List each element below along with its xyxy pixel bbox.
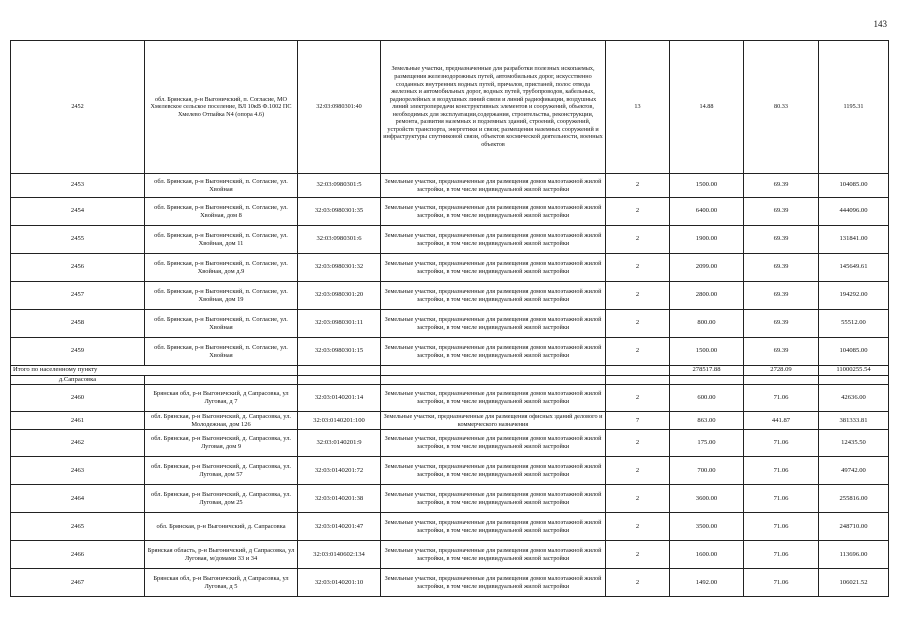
row-number: 2456 bbox=[11, 254, 145, 282]
purpose-cell: Земельные участки, предназначенные для размещения домов малоэтажной жилой застройки, в том числе индивидуальной жилой застройки bbox=[381, 174, 606, 198]
purpose-cell: Земельные участки, предназначенные для размещения домов малоэтажной жилой застройки, в том числе индивидуальной жилой застройки bbox=[381, 485, 606, 513]
cadastral-number-cell: 32:03:0140201:38 bbox=[298, 485, 381, 513]
price-cell: 69.39 bbox=[744, 282, 819, 310]
address-cell: обл. Брянская, р-н Выгоничский, д. Сапрасовка, ул. Молодежная, дом 126 bbox=[145, 412, 298, 430]
code-cell: 2 bbox=[606, 254, 670, 282]
cadastral-number-cell: 32:03:0140602:134 bbox=[298, 541, 381, 569]
value-cell: 106021.52 bbox=[819, 569, 889, 597]
code-cell: 2 bbox=[606, 310, 670, 338]
cadastral-number-cell: 32:03:0980301:11 bbox=[298, 310, 381, 338]
value-cell: 49742.00 bbox=[819, 457, 889, 485]
code-cell: 2 bbox=[606, 457, 670, 485]
cadastral-number-cell: 32:03:0980301:6 bbox=[298, 226, 381, 254]
price-cell: 71.06 bbox=[744, 430, 819, 457]
cadastral-number-cell: 32:03:0980301:40 bbox=[298, 41, 381, 174]
empty-cell bbox=[819, 376, 889, 385]
row-number: 2464 bbox=[11, 485, 145, 513]
purpose-cell: Земельные участки, предназначенные для размещения домов малоэтажной жилой застройки, в том числе индивидуальной жилой застройки bbox=[381, 310, 606, 338]
area-cell: 1500.00 bbox=[670, 174, 744, 198]
price-cell: 69.39 bbox=[744, 226, 819, 254]
table-row bbox=[11, 338, 889, 366]
address-cell: обл. Брянская, р-н Выгоничский, д. Сапрасовка, ул. Луговая, дом 25 bbox=[145, 485, 298, 513]
address-cell: обл. Брянская, р-н Выгоничский, п. Согласие, ул. Хвойная, дом 11 bbox=[145, 226, 298, 254]
row-number: 2459 bbox=[11, 338, 145, 366]
area-cell: 800.00 bbox=[670, 310, 744, 338]
row-number: 2462 bbox=[11, 430, 145, 457]
table-row bbox=[11, 485, 889, 513]
price-cell: 69.39 bbox=[744, 254, 819, 282]
purpose-cell: Земельные участки, предназначенные для размещения домов малоэтажной жилой застройки, в том числе индивидуальной жилой застройки bbox=[381, 338, 606, 366]
table-row bbox=[11, 41, 889, 174]
area-cell: 1492.00 bbox=[670, 569, 744, 597]
area-cell: 2099.00 bbox=[670, 254, 744, 282]
empty-cell bbox=[670, 376, 744, 385]
purpose-cell: Земельные участки, предназначенные для размещения домов малоэтажной жилой застройки, в том числе индивидуальной жилой застройки bbox=[381, 254, 606, 282]
address-cell: обл. Брянская, р-н Выгоничский, п. Согласие, ул. Хвойная, дом 8 bbox=[145, 198, 298, 226]
area-cell: 14.88 bbox=[670, 41, 744, 174]
area-cell: 600.00 bbox=[670, 385, 744, 412]
price-cell: 80.33 bbox=[744, 41, 819, 174]
cadastral-number-cell: 32:03:0140201:9 bbox=[298, 430, 381, 457]
table-row bbox=[11, 174, 889, 198]
address-cell: Брянская область, р-н Выгоничский, д Сапрасовка, ул Луговая, м/домами 33 и 34 bbox=[145, 541, 298, 569]
cadastral-number-cell: 32:03:0140201:10 bbox=[298, 569, 381, 597]
address-cell: обл. Брянская, р-н Выгоничский, п. Согласие, ул. Хвойная bbox=[145, 338, 298, 366]
total-price: 2728.09 bbox=[744, 366, 819, 376]
code-cell: 2 bbox=[606, 385, 670, 412]
purpose-cell: Земельные участки, предназначенные для разработки полезных ископаемых, размещения железнодорожных путей, автомобильных дорог, искусственно созданных внутренних водных путей, причалов, пристаней, полос отвода железных и автомобильных дорог, водных путей, трубопроводов, кабельных, радиорелейных и воздушных линий связи и линий радиофикации, воздушных линий электропередачи конструктивных элементов и сооружений, объектов, необходимых для эксплуатации,содержания, строительства, реконструкции, ремонта, развития наземных и подземных зданий, строений, сооружений, устройств транспорта, энергетики и связи; размещения наземных сооружений и инфраструктуры спутниковой связи, объектов космической деятельности, военных объектов bbox=[381, 41, 606, 174]
address-cell: Брянская обл, р-н Выгоничский, д Сапрасовка, ул Луговая, д 5 bbox=[145, 569, 298, 597]
purpose-cell: Земельные участки, предназначенные для размещения домов малоэтажной жилой застройки, в том числе индивидуальной жилой застройки bbox=[381, 385, 606, 412]
price-cell: 71.06 bbox=[744, 513, 819, 541]
value-cell: 381333.81 bbox=[819, 412, 889, 430]
table-row bbox=[11, 569, 889, 597]
table-row bbox=[11, 412, 889, 430]
row-number: 2465 bbox=[11, 513, 145, 541]
value-cell: 55512.00 bbox=[819, 310, 889, 338]
price-cell: 69.39 bbox=[744, 310, 819, 338]
row-number: 2461 bbox=[11, 412, 145, 430]
row-number: 2466 bbox=[11, 541, 145, 569]
value-cell: 194292.00 bbox=[819, 282, 889, 310]
cadastral-number-cell: 32:03:0980301:15 bbox=[298, 338, 381, 366]
row-number: 2452 bbox=[11, 41, 145, 174]
address-cell: обл. Брянская, р-н Выгоничский, п. Согласие, ул. Хвойная, дом 19 bbox=[145, 282, 298, 310]
row-number: 2467 bbox=[11, 569, 145, 597]
price-cell: 71.06 bbox=[744, 569, 819, 597]
settlement-name: д.Сапрасовка bbox=[11, 376, 145, 385]
cadastral-number-cell: 32:03:0980301:20 bbox=[298, 282, 381, 310]
value-cell: 131841.00 bbox=[819, 226, 889, 254]
address-cell: обл. Брянская, р-н Выгоничский, п. Согласие, МО Хмелевское сельское поселение, ВЛ 10кВ Ф.1002 ПС Хмелево Отпайка N4 (опора 4.6) bbox=[145, 41, 298, 174]
table-row bbox=[11, 254, 889, 282]
row-number: 2453 bbox=[11, 174, 145, 198]
row-number: 2460 bbox=[11, 385, 145, 412]
area-cell: 3600.00 bbox=[670, 485, 744, 513]
rows-group-a bbox=[11, 174, 889, 366]
area-cell: 6400.00 bbox=[670, 198, 744, 226]
value-cell: 1195.31 bbox=[819, 41, 889, 174]
price-cell: 71.06 bbox=[744, 385, 819, 412]
code-cell: 2 bbox=[606, 226, 670, 254]
code-cell: 2 bbox=[606, 338, 670, 366]
code-cell: 2 bbox=[606, 430, 670, 457]
area-cell: 1600.00 bbox=[670, 541, 744, 569]
address-cell: Брянская обл, р-н Выгоничский, д Сапрасовка, ул Луговая, д 7 bbox=[145, 385, 298, 412]
value-cell: 145649.61 bbox=[819, 254, 889, 282]
page-number: 143 bbox=[873, 19, 887, 29]
empty-cell bbox=[298, 376, 381, 385]
address-cell: обл. Брянская, р-н Выгоничский, п. Согласие, ул. Хвойная bbox=[145, 174, 298, 198]
table-row bbox=[11, 513, 889, 541]
table-row bbox=[11, 310, 889, 338]
value-cell: 248710.00 bbox=[819, 513, 889, 541]
cadastral-number-cell: 32:03:0980301:32 bbox=[298, 254, 381, 282]
table-row bbox=[11, 226, 889, 254]
code-cell: 2 bbox=[606, 198, 670, 226]
code-cell: 2 bbox=[606, 541, 670, 569]
code-cell: 2 bbox=[606, 174, 670, 198]
value-cell: 42636.00 bbox=[819, 385, 889, 412]
code-cell: 2 bbox=[606, 282, 670, 310]
rows-group-b bbox=[11, 385, 889, 597]
table-row bbox=[11, 541, 889, 569]
area-cell: 175.00 bbox=[670, 430, 744, 457]
settlement-row bbox=[11, 376, 889, 385]
address-cell: обл. Брянская, р-н Выгоничский, д. Сапрасовка bbox=[145, 513, 298, 541]
value-cell: 12435.50 bbox=[819, 430, 889, 457]
price-cell: 69.39 bbox=[744, 174, 819, 198]
code-cell: 2 bbox=[606, 569, 670, 597]
address-cell: обл. Брянская, р-н Выгоничский, д. Сапрасовка, ул. Луговая, дом 9 bbox=[145, 430, 298, 457]
area-cell: 863.00 bbox=[670, 412, 744, 430]
row-number: 2454 bbox=[11, 198, 145, 226]
row-number: 2455 bbox=[11, 226, 145, 254]
cadastral-number-cell: 32:03:0980301:5 bbox=[298, 174, 381, 198]
empty-cell bbox=[381, 376, 606, 385]
price-cell: 69.39 bbox=[744, 198, 819, 226]
total-area: 278517.88 bbox=[670, 366, 744, 376]
address-cell: обл. Брянская, р-н Выгоничский, п. Согласие, ул. Хвойная, дом д.9 bbox=[145, 254, 298, 282]
purpose-cell: Земельные участки, предназначенные для размещения домов малоэтажной жилой застройки, в том числе индивидуальной жилой застройки bbox=[381, 282, 606, 310]
empty-cell bbox=[381, 366, 606, 376]
cadastral-number-cell: 32:03:0980301:35 bbox=[298, 198, 381, 226]
area-cell: 2800.00 bbox=[670, 282, 744, 310]
cadastral-number-cell: 32:03:0140201:47 bbox=[298, 513, 381, 541]
empty-cell bbox=[744, 376, 819, 385]
value-cell: 444096.00 bbox=[819, 198, 889, 226]
price-cell: 71.06 bbox=[744, 541, 819, 569]
area-cell: 700.00 bbox=[670, 457, 744, 485]
total-label: Итого по населенному пункту bbox=[11, 366, 298, 376]
land-plots-table bbox=[10, 40, 889, 597]
price-cell: 71.06 bbox=[744, 485, 819, 513]
code-cell: 2 bbox=[606, 513, 670, 541]
address-cell: обл. Брянская, р-н Выгоничский, п. Согласие, ул. Хвойная bbox=[145, 310, 298, 338]
value-cell: 255816.00 bbox=[819, 485, 889, 513]
purpose-cell: Земельные участки, предназначенные для размещения домов малоэтажной жилой застройки, в том числе индивидуальной жилой застройки bbox=[381, 198, 606, 226]
code-cell: 7 bbox=[606, 412, 670, 430]
area-cell: 1900.00 bbox=[670, 226, 744, 254]
total-value: 11000255.54 bbox=[819, 366, 889, 376]
empty-cell bbox=[606, 366, 670, 376]
table-row bbox=[11, 430, 889, 457]
code-cell: 13 bbox=[606, 41, 670, 174]
table-row bbox=[11, 282, 889, 310]
table-row bbox=[11, 385, 889, 412]
purpose-cell: Земельные участки, предназначенные для размещения домов малоэтажной жилой застройки, в том числе индивидуальной жилой застройки bbox=[381, 457, 606, 485]
purpose-cell: Земельные участки, предназначенные для размещения домов малоэтажной жилой застройки, в том числе индивидуальной жилой застройки bbox=[381, 541, 606, 569]
table-row bbox=[11, 457, 889, 485]
table-row bbox=[11, 198, 889, 226]
purpose-cell: Земельные участки, предназначенные для размещения домов малоэтажной жилой застройки, в том числе индивидуальной жилой застройки bbox=[381, 226, 606, 254]
cadastral-number-cell: 32:03:0140201:72 bbox=[298, 457, 381, 485]
table-body bbox=[11, 41, 889, 174]
total-row bbox=[11, 366, 889, 376]
empty-cell bbox=[298, 366, 381, 376]
cadastral-number-cell: 32:03:0140201:100 bbox=[298, 412, 381, 430]
empty-cell bbox=[606, 376, 670, 385]
address-cell: обл. Брянская, р-н Выгоничский, д. Сапрасовка, ул. Луговая, дом 57 bbox=[145, 457, 298, 485]
area-cell: 3500.00 bbox=[670, 513, 744, 541]
value-cell: 104085.00 bbox=[819, 338, 889, 366]
purpose-cell: Земельные участки, предназначенные для размещения домов малоэтажной жилой застройки, в том числе индивидуальной жилой застройки bbox=[381, 569, 606, 597]
cadastral-number-cell: 32:03:0140201:14 bbox=[298, 385, 381, 412]
row-number: 2457 bbox=[11, 282, 145, 310]
empty-cell bbox=[145, 376, 298, 385]
purpose-cell: Земельные участки, предназначенные для размещения домов малоэтажной жилой застройки, в том числе индивидуальной жилой застройки bbox=[381, 513, 606, 541]
area-cell: 1500.00 bbox=[670, 338, 744, 366]
purpose-cell: Земельные участки, предназначенные для размещения офисных зданий делового и коммерческого назначения bbox=[381, 412, 606, 430]
price-cell: 69.39 bbox=[744, 338, 819, 366]
total-section bbox=[11, 366, 889, 385]
value-cell: 113696.00 bbox=[819, 541, 889, 569]
price-cell: 71.06 bbox=[744, 457, 819, 485]
value-cell: 104085.00 bbox=[819, 174, 889, 198]
row-number: 2458 bbox=[11, 310, 145, 338]
code-cell: 2 bbox=[606, 485, 670, 513]
price-cell: 441.87 bbox=[744, 412, 819, 430]
row-number: 2463 bbox=[11, 457, 145, 485]
purpose-cell: Земельные участки, предназначенные для размещения домов малоэтажной жилой застройки, в том числе индивидуальной жилой застройки bbox=[381, 430, 606, 457]
